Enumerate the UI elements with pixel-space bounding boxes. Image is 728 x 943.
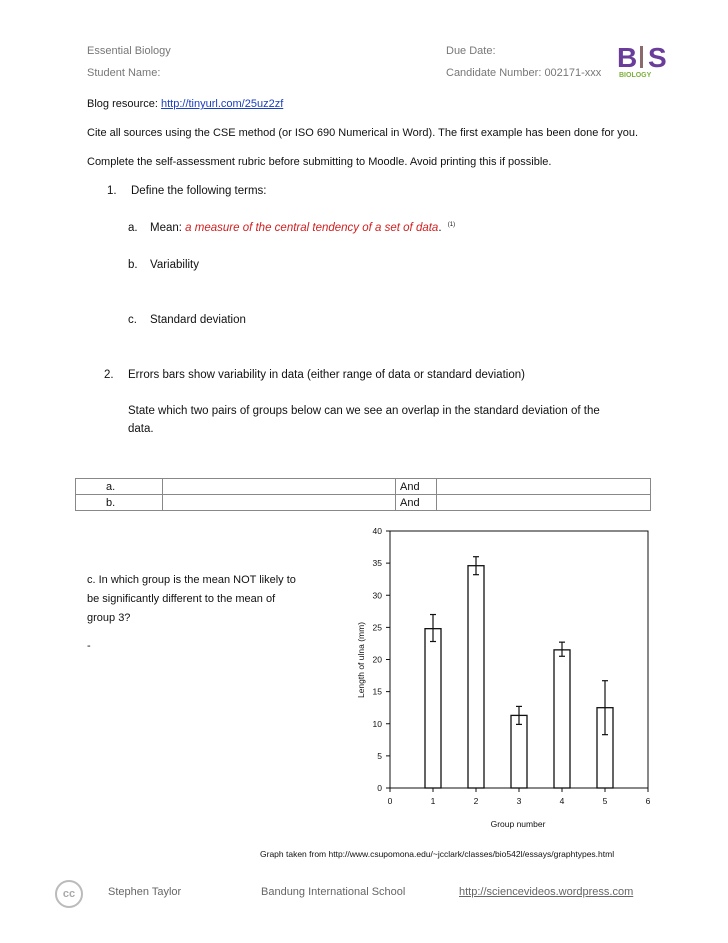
answer-cell-first[interactable] bbox=[163, 479, 396, 495]
x-tick-label: 3 bbox=[516, 796, 522, 806]
part-c-line-2: be significantly different to the mean of bbox=[87, 593, 276, 605]
answer-cell-second[interactable] bbox=[437, 479, 651, 495]
q1a-line bbox=[150, 222, 455, 234]
row-label: b. bbox=[76, 495, 163, 511]
q1a-suffix: . bbox=[438, 222, 442, 234]
answer-cell-first[interactable] bbox=[163, 495, 396, 511]
svg-text:BIOLOGY: BIOLOGY bbox=[619, 72, 652, 79]
y-tick-label: 15 bbox=[372, 686, 382, 697]
bar-group-4 bbox=[554, 650, 570, 788]
q1c-term: Standard deviation bbox=[150, 314, 246, 326]
q1a-reference: (1) bbox=[447, 222, 456, 229]
rubric-instruction: Complete the self-assessment rubric before submitting to Moodle. Avoid printing this if possible. bbox=[87, 156, 552, 168]
course-title: Essential Biology bbox=[87, 45, 171, 57]
blog-resource bbox=[87, 98, 283, 110]
y-tick-label: 5 bbox=[377, 750, 382, 761]
x-axis-label: Group number bbox=[490, 819, 546, 829]
part-c-line-1: c. In which group is the mean NOT likely to bbox=[87, 574, 296, 586]
q1c-letter: c. bbox=[128, 314, 137, 326]
x-tick-label: 2 bbox=[473, 796, 479, 806]
student-name-label: Student Name: bbox=[87, 67, 161, 79]
answer-table bbox=[75, 478, 651, 511]
q1a-term: Mean: bbox=[150, 222, 186, 234]
x-tick-label: 0 bbox=[387, 796, 393, 806]
row-label: a. bbox=[76, 479, 163, 495]
part-c-answer[interactable]: - bbox=[87, 640, 91, 652]
y-tick-label: 25 bbox=[372, 622, 382, 633]
y-tick-label: 10 bbox=[372, 718, 382, 729]
q1b-term: Variability bbox=[150, 259, 199, 271]
blog-label: Blog resource: bbox=[87, 98, 161, 110]
svg-text:B: B bbox=[617, 42, 638, 73]
q1-number: 1. bbox=[107, 185, 117, 197]
q1a-answer: a measure of the central tendency of a set of data bbox=[185, 222, 439, 234]
x-tick-label: 4 bbox=[559, 796, 565, 806]
graph-source: Graph taken from http://www.csupomona.edu/~jcclark/classes/bio542l/essays/graphtypes.html bbox=[260, 849, 615, 859]
y-tick-label: 20 bbox=[372, 654, 382, 665]
q1-title: Define the following terms: bbox=[131, 185, 267, 197]
ulna-length-bar-chart bbox=[340, 520, 660, 840]
candidate-number: Candidate Number: 002171-xxx bbox=[446, 67, 602, 79]
and-label: And bbox=[396, 495, 437, 511]
bar-group-2 bbox=[468, 566, 484, 788]
x-tick-label: 6 bbox=[645, 796, 651, 806]
y-tick-label: 40 bbox=[372, 526, 382, 536]
footer-school: Bandung International School bbox=[261, 886, 406, 898]
cite-instruction: Cite all sources using the CSE method (or ISO 690 Numerical in Word). The first example has been done for you. bbox=[87, 127, 639, 139]
footer-url[interactable]: http://sciencevideos.wordpress.com bbox=[459, 886, 634, 898]
footer-author: Stephen Taylor bbox=[108, 886, 182, 898]
and-label: And bbox=[396, 479, 437, 495]
svg-text:S: S bbox=[648, 42, 667, 73]
y-tick-label: 30 bbox=[372, 590, 382, 601]
q1a-letter: a. bbox=[128, 222, 138, 234]
bar-group-3 bbox=[511, 715, 527, 788]
bar-group-1 bbox=[425, 629, 441, 788]
table-row bbox=[76, 479, 651, 495]
q2-number: 2. bbox=[104, 369, 114, 381]
q2-instruction-1: State which two pairs of groups below can we see an overlap in the standard deviation of the bbox=[128, 405, 600, 417]
part-c-line-3: group 3? bbox=[87, 612, 131, 624]
q2-title: Errors bars show variability in data (either range of data or standard deviation) bbox=[128, 369, 525, 381]
x-tick-label: 5 bbox=[602, 796, 608, 806]
q1b-letter: b. bbox=[128, 259, 138, 271]
x-tick-label: 1 bbox=[430, 796, 436, 806]
due-date-label: Due Date: bbox=[446, 45, 496, 57]
y-axis-label: Length of ulna (mm) bbox=[356, 621, 366, 699]
q2-instruction-2: data. bbox=[128, 423, 154, 435]
blog-link[interactable]: http://tinyurl.com/25uz2zf bbox=[160, 98, 284, 110]
creative-commons-icon: cc bbox=[55, 880, 83, 908]
table-row bbox=[76, 495, 651, 511]
y-tick-label: 0 bbox=[377, 783, 382, 793]
answer-cell-second[interactable] bbox=[437, 495, 651, 511]
y-tick-label: 35 bbox=[372, 558, 382, 569]
bis-biology-logo bbox=[616, 40, 670, 80]
